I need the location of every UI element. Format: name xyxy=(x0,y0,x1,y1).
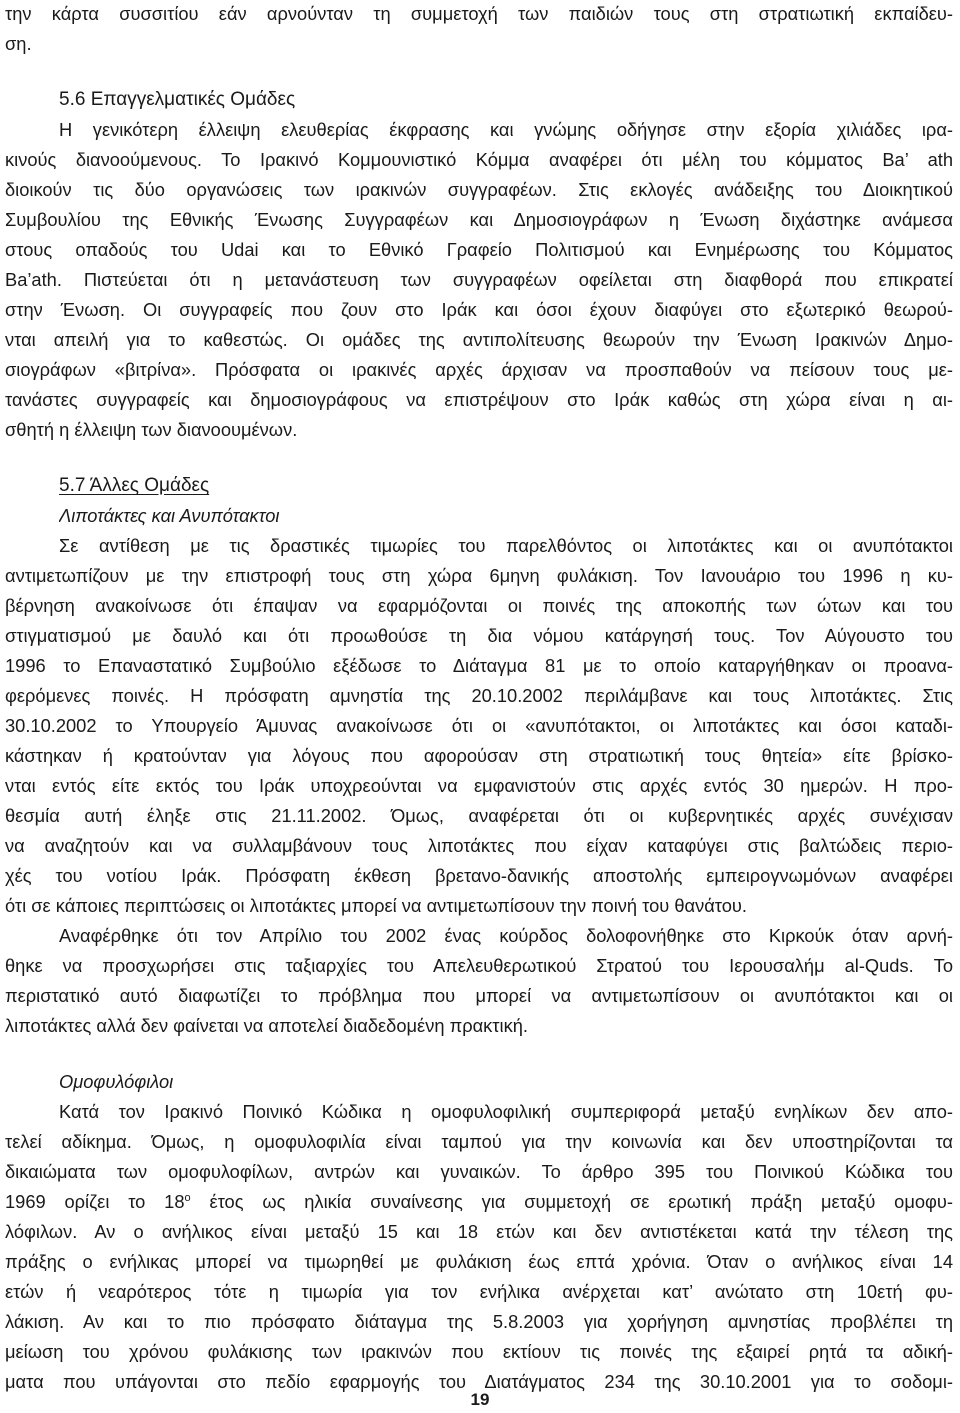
paragraph-line: σθητή η έλλειψη των διανοουμένων. xyxy=(5,419,298,440)
paragraph-line: σιογράφων «βιτρίνα». Πρόσφατα οι ιρακινές αρχές άρχισαν να προσπαθούν να πείσουν τους με- xyxy=(5,359,953,380)
section-heading-5-6: 5.6 Επαγγελματικές Ομάδες xyxy=(59,89,296,110)
subheading-homosexuals: Ομοφυλόφιλοι xyxy=(59,1071,174,1092)
paragraph-line: στους οπαδούς του Udai και το Εθνικό Γραφείο Πολιτισμού και Ενημέρωσης του Κόμματος xyxy=(5,239,953,260)
paragraph-line: λάκιση. Αν και το πιο πρόσφατο διάταγμα της 5.8.2003 για χορήγηση αμνηστίας προβλέπει τη xyxy=(5,1311,953,1332)
section-heading-5-7: 5.7 Άλλες Ομάδες xyxy=(59,475,210,496)
paragraph-line: κάστηκαν ή κρατούνταν για λόγους που αφορούσαν στη στρατιωτική τους θητεία» είτε βρίσκο- xyxy=(5,745,953,766)
text-fragment: 1969 ορίζει το 18 xyxy=(5,1191,185,1212)
paragraph-line: αντιμετωπίζουν με την επιστροφή τους στη χώρα 6μηνη φυλάκιση. Τον Ιανουάριο του 1996 η κυ- xyxy=(5,565,953,586)
paragraph-line: στην Ένωση. Οι συγγραφείς που ζουν στο Ιράκ και όσοι έχουν διαφύγει στο εξωτερικό θεωρού- xyxy=(5,299,953,320)
paragraph-line: λόφιλων. Αν ο ανήλικος είναι μεταξύ 15 και 18 ετών και δεν αντιστέκεται κατά την τέλεση της xyxy=(5,1221,953,1242)
paragraph-line: τανάστες συγγραφείς και δημοσιογράφους να επιστρέψουν στο Ιράκ καθώς στη χώρα είναι η αι- xyxy=(5,389,953,410)
paragraph-line: πράξης ο ενήλικας μπορεί να τιμωρηθεί με φυλάκιση έως επτά χρόνια. Όταν ο ανήλικος είναι 14 xyxy=(5,1251,953,1272)
paragraph-line: φερόμενες ποινές. Η πρόσφατη αμνηστία της 20.10.2002 περιλάμβανε και τους λιποτάκτες. Στις xyxy=(5,685,953,706)
paragraph-line: Σε αντίθεση με τις δραστικές τιμωρίες του παρελθόντος οι λιποτάκτες και οι ανυπότακτοι xyxy=(59,535,953,556)
paragraph-line: δικαιώματα των ομοφυλοφίλων, αντρών και γυναικών. Το άρθρο 395 του Ποινικού Κώδικα του xyxy=(5,1161,953,1182)
paragraph-line: Συμβουλίου της Εθνικής Ένωσης Συγγραφέων και Δημοσιογράφων η Ένωση διχάστηκε ανάμεσα xyxy=(5,209,953,230)
paragraph-line: Η γενικότερη έλλειψη ελευθερίας έκφρασης και γνώμης οδήγησε στην εξορία χιλιάδες ιρα- xyxy=(59,119,953,140)
paragraph-line: νται απειλή για το καθεστώς. Οι ομάδες της αντιπολίτευσης θεωρούν την Ένωση Ιρακινών Δημο- xyxy=(5,329,953,350)
paragraph-line: 30.10.2002 το Υπουργείο Άμυνας ανακοίνωσε ότι οι «ανυπότακτοι, οι λιποτάκτες και όσοι καταδι- xyxy=(5,715,953,736)
intro-line: την κάρτα συσσιτίου εάν αρνούνταν τη συμμετοχή των παιδιών τους στη στρατιωτική εκπαίδευ- xyxy=(5,3,953,24)
paragraph-line: νται εντός είτε εκτός του Ιράκ υποχρεούνται να εμφανιστούν στις αρχές εντός 30 ημερών. Η προ- xyxy=(5,775,953,796)
paragraph-line: ετών ή νεαρότερος τότε η τιμωρία για τον ενήλικα ανέρχεται κατ’ ανώτατο στη 10ετή φυ- xyxy=(5,1281,953,1302)
paragraph-line: ματα που υπάγονται στο πεδίο εφαρμογής του Διατάγματος 234 της 30.10.2001 για το σοδομι- xyxy=(5,1371,953,1392)
paragraph-line: 1996 το Επαναστατικό Συμβούλιο εξέδωσε το Διάταγμα 81 με το οποίο καταργήθηκαν οι προανα- xyxy=(5,655,953,676)
intro-line: ση. xyxy=(5,33,32,54)
paragraph-line: στιγματισμού με δαυλό και ότι προωθούσε τη δια νόμου κατάργησή τους. Τον Αύγουστο του xyxy=(5,625,953,646)
paragraph-line: χές του νοτίου Ιράκ. Πρόσφατη έκθεση βρετανο-δανικής αποστολής εμπειρογνωμόνων αναφέρει xyxy=(5,865,953,886)
page-number: 19 xyxy=(470,1390,490,1409)
paragraph-line: μείωση του χρόνου φυλάκισης των ιρακινών που εκτίουν τις ποινές της εξαιρεί ρητά τα αδική- xyxy=(5,1341,953,1362)
paragraph-line: διοικούν τις δύο οργανώσεις των ιρακινών συγγραφέων. Στις εκλογές ανάδειξης του Διοικητικού xyxy=(5,179,953,200)
paragraph-line: βέρνηση ανακοίνωσε ότι έπαψαν να εφαρμόζονται οι ποινές της αποκοπής των ώτων και του xyxy=(5,595,953,616)
paragraph-line: Κατά τον Ιρακινό Ποινικό Κώδικα η ομοφυλοφιλική συμπεριφορά μεταξύ ενηλίκων δεν απο- xyxy=(59,1101,953,1122)
subheading-deserters: Λιποτάκτες και Ανυπότακτοι xyxy=(59,505,280,526)
paragraph-line: περιστατικό αυτό διαφωτίζει το πρόβλημα που μπορεί να αντιμετωπίσουν οι ανυπότακτοι και οι xyxy=(5,985,953,1006)
paragraph-line: Αναφέρθηκε ότι τον Απρίλιο του 2002 ένας κούρδος δολοφονήθηκε στο Κιρκούκ όταν αρνή- xyxy=(59,925,953,946)
paragraph-line: θηκε να προσχωρήσει στις ταξιαρχίες του Απελευθερωτικού Στρατού του Ιερουσαλήμ al-Quds. Το xyxy=(5,955,953,976)
paragraph-line: θεσμία αυτή έληξε στις 21.11.2002. Όμως, αναφέρεται ότι οι κυβερνητικές αρχές συνέχισαν xyxy=(5,805,953,826)
superscript-ordinal: ο xyxy=(184,1192,191,1204)
paragraph-line: τελεί αδίκημα. Όμως, η ομοφυλοφιλία είναι ταμπού για την κοινωνία και δεν υποστηρίζονται τα xyxy=(5,1131,953,1152)
paragraph-line: να αναζητούν και να συλλαμβάνουν τους λιποτάκτες που είχαν καταφύγει στις βαλτώδεις περιο- xyxy=(5,835,953,856)
text-fragment: έτος ως ηλικία συναίνεσης για συμμετοχή σε ερωτική πράξη μεταξύ ομοφυ- xyxy=(190,1191,953,1212)
paragraph-line-with-superscript xyxy=(5,1187,953,1217)
paragraph-line: κινούς διανοούμενους. Το Ιρακινό Κομμουνιστικό Κόμμα αναφέρει ότι μέλη του κόμματος Ba’ ath xyxy=(5,149,953,170)
paragraph-line: ότι σε κάποιες περιπτώσεις οι λιποτάκτες μπορεί να αντιμετωπίσουν την ποινή του θανάτου. xyxy=(5,895,748,916)
paragraph-line: λιποτάκτες αλλά δεν φαίνεται να αποτελεί διαδεδομένη πρακτική. xyxy=(5,1015,528,1036)
paragraph-line: Ba’ath. Πιστεύεται ότι η μετανάστευση των συγγραφέων οφείλεται στη διαφθορά που επικρατεί xyxy=(5,269,953,290)
